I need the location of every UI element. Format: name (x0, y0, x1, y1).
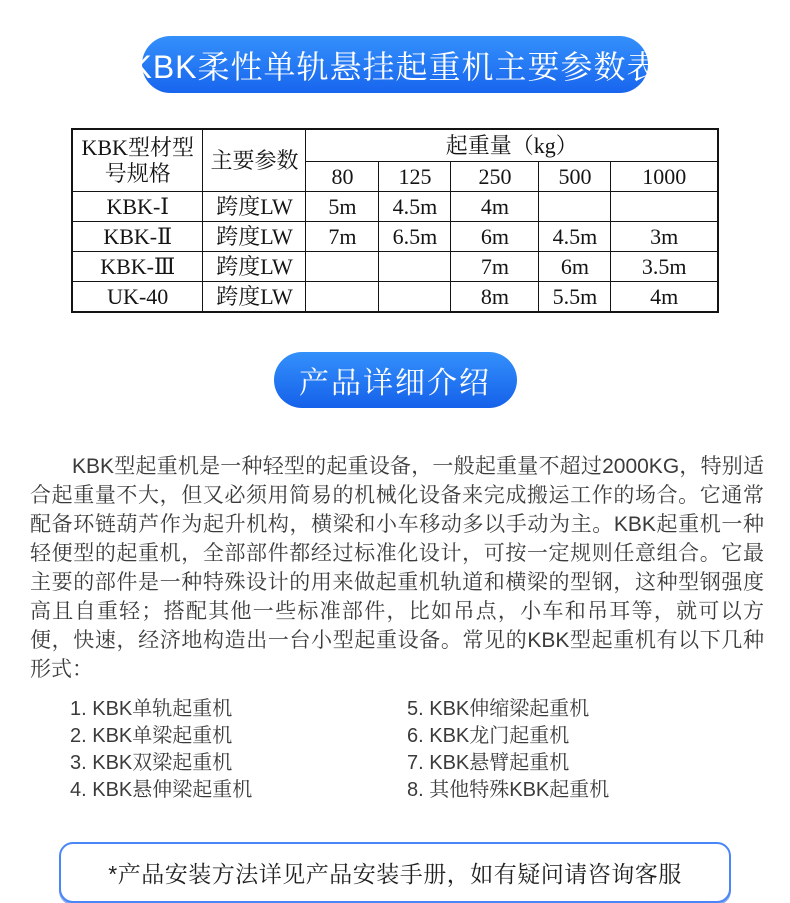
crane-type-list-left (70, 696, 407, 804)
table-header-row (72, 129, 718, 162)
list-item: 8. 其他特殊KBK起重机 (407, 779, 610, 801)
table-cell (379, 282, 451, 313)
section-title-pill (274, 352, 517, 408)
table-cell (379, 252, 451, 282)
section-title: 产品详细介绍 (299, 367, 491, 400)
table-cell-model: KBK-Ⅰ (72, 192, 203, 222)
list-item: 1. KBK单轨起重机 (70, 698, 233, 720)
table-cell: 4m (611, 282, 718, 313)
table-header-cell: 500 (539, 162, 611, 192)
table-cell-param: 跨度LW (203, 222, 306, 252)
table-cell-param: 跨度LW (203, 282, 306, 313)
note-text: *产品安装方法详见产品安装手册，如有疑问请咨询客服 (108, 861, 682, 887)
table-cell-model: UK-40 (72, 282, 203, 313)
note-box (59, 842, 731, 903)
table-cell: 4.5m (539, 222, 611, 252)
table-cell: 7m (451, 252, 539, 282)
list-item: 7. KBK悬臂起重机 (407, 752, 570, 774)
table-cell: 6m (451, 222, 539, 252)
table-cell: 5m (306, 192, 379, 222)
list-item: 2. KBK单梁起重机 (70, 725, 233, 747)
table-cell (306, 252, 379, 282)
table-cell: 6m (539, 252, 611, 282)
table-cell: 7m (306, 222, 379, 252)
table-cell (611, 192, 718, 222)
table-cell: 3.5m (611, 252, 718, 282)
list-item: 5. KBK伸缩梁起重机 (407, 698, 590, 720)
table-header-cell: 125 (379, 162, 451, 192)
page-title: KBK柔性单轨悬挂起重机主要参数表 (130, 48, 660, 85)
table-cell: 3m (611, 222, 718, 252)
table-header-cell: 250 (451, 162, 539, 192)
table-row (72, 252, 718, 282)
table-cell: 8m (451, 282, 539, 313)
table-row (72, 282, 718, 313)
crane-type-list (70, 696, 790, 804)
table-cell: 5.5m (539, 282, 611, 313)
table-header-cell: 80 (306, 162, 379, 192)
table-row (72, 192, 718, 222)
table-cell: 4.5m (379, 192, 451, 222)
spec-table (71, 128, 719, 313)
table-header-capacity-group: 起重量（kg） (306, 129, 718, 162)
table-cell-param: 跨度LW (203, 252, 306, 282)
table-cell: 6.5m (379, 222, 451, 252)
table-row (72, 222, 718, 252)
title-banner (130, 36, 660, 93)
list-item: 3. KBK双梁起重机 (70, 752, 233, 774)
table-cell-param: 跨度LW (203, 192, 306, 222)
intro-paragraph: KBK型起重机是一种轻型的起重设备，一般起重量不超过2000KG，特别适合起重量不大，但又必须用简易的机械化设备来完成搬运工作的场合。它通常配备环链葫芦作为起升机构，横梁和小车移动多以手动为主。KBK起重机一种轻便型的起重机，全部部件都经过标准化设计，可按一定规则任意组合。它最主要的部件是一种特殊设计的用来做起重机轨道和横梁的型钢，这种型钢强度高且自重轻；搭配其他一些标准部件，比如吊点，小车和吊耳等，就可以方便，快速，经济地构造出一台小型起重设备。常见的KBK型起重机有以下几种形式： (30, 455, 764, 681)
table-cell: 4m (451, 192, 539, 222)
table-cell-model: KBK-Ⅲ (72, 252, 203, 282)
table-header-param: 主要参数 (203, 129, 306, 192)
table-header-cell: 1000 (611, 162, 718, 192)
table-cell (539, 192, 611, 222)
list-item: 4. KBK悬伸梁起重机 (70, 779, 253, 801)
list-item: 6. KBK龙门起重机 (407, 725, 570, 747)
crane-type-list-right (407, 696, 609, 804)
table-cell (306, 282, 379, 313)
table-header-model: KBK型材型号规格 (72, 129, 203, 192)
table-cell-model: KBK-Ⅱ (72, 222, 203, 252)
